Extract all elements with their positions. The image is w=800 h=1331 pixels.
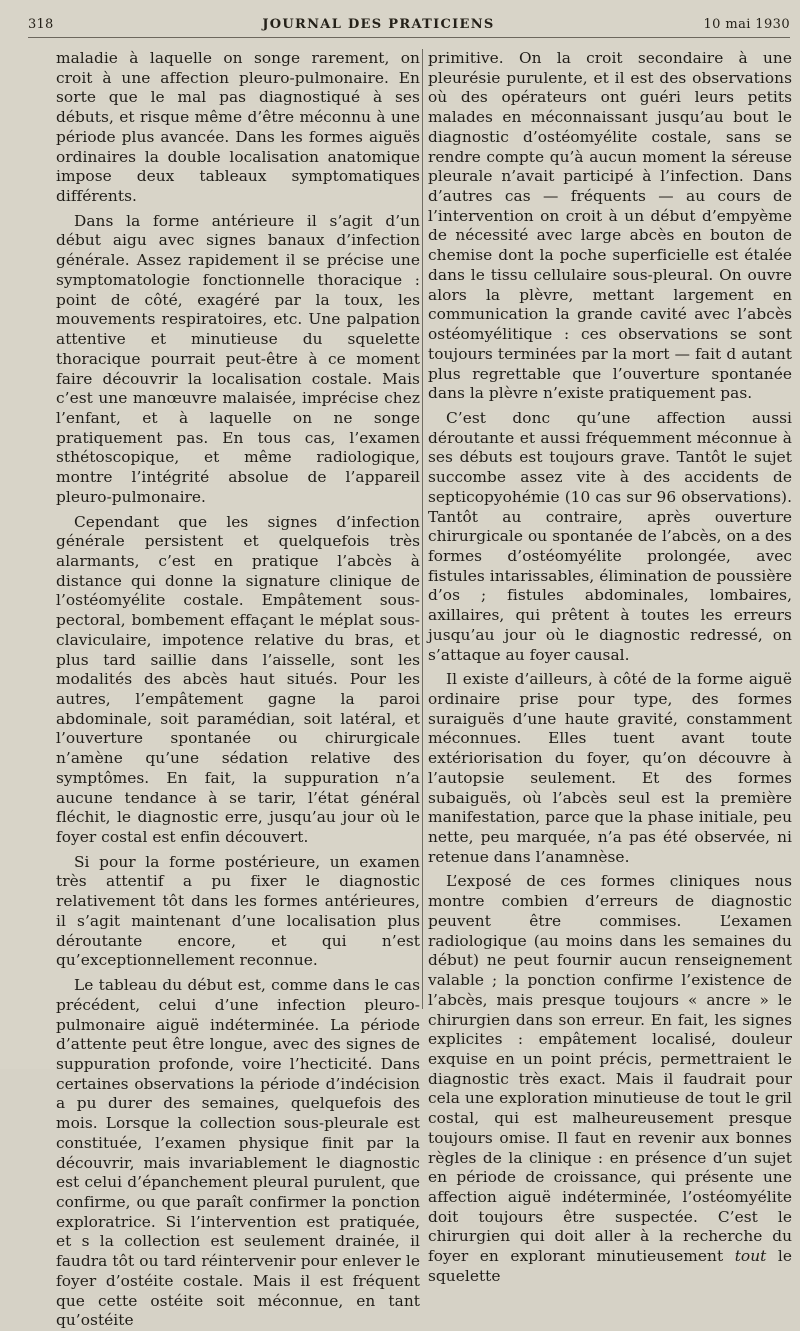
paragraph-left-4: Si pour la forme postérieure, un examen très attentif a pu fixer le diagnostic relativement tôt dans les formes antérieures, il s’agit maintenant d’une localisation plus déroutante encore, et qui n’est qu’exceptionnellement reconnue.: [56, 852, 420, 970]
paragraph-left-3: Cependant que les signes d’infection générale persistent et quelquefois très alarmants, c’est en pratique l’abcès à distance qui donne la signature clinique de l’ostéomyélite costale. Empâtement sous-pectoral, bombement effaçant le méplat sous-claviculaire, impotence relative du bras, et plus tard saillie dans l’aisselle, sont les modalités des abcès haut situés. Pour les autres, l’empâtement gagne la paroi abdominale, soit paramédian, soit latéral, et l’ouverture spontanée ou chirurgicale n’amène qu’une sédation relative des symptômes. En fait, la suppuration n’a aucune tendance à se tarir, l’état général fléchit, le diagnostic erre, jusqu’au jour où le foyer costal est enfin découvert.: [56, 512, 420, 847]
page-number: 318: [28, 17, 54, 32]
paragraph-left-1: maladie à laquelle on songe rarement, on croit à une affection pleuro-pulmonaire. En sorte que le mal pas diagnostiqué à ses débuts, et risque même d’être méconnu à une période plus avancée. Dans les formes aiguës ordinaires la double localisation anatomique impose deux tableaux symptomatiques différents.: [56, 49, 420, 206]
paragraph-left-2: Dans la forme antérieure il s’agit d’un début aigu avec signes banaux d’infection générale. Assez rapidement il se précise une symptomatologie fonctionnelle thoracique : point de côté, exagéré par la toux, les mouvements respiratoires, etc. Une palpation attentive et minutieuse du squelette thoracique pourrait peut-être à ce moment faire découvrir la localisation costale. Mais c’est une manœuvre malaisée, imprécise chez l’enfant, et à laquelle on ne songe pratiquement pas. En tous cas, l’examen sthétoscopique, et même radiologique, montre l’intégrité absolue de l’appareil pleuro-pulmonaire.: [56, 211, 420, 506]
paragraph-right-3: Il existe d’ailleurs, à côté de la forme aiguë ordinaire prise pour type, des formes suraiguës d’une haute gravité, constamment méconnues. Elles tuent avant toute extériorisation du foyer, qu’on découvre à l’autopsie seulement. Et des formes subaiguës, où l’abcès seul est la première manifestation, parce que la phase initiale, peu nette, peu marquée, n’a pas été observée, ni retenue dans l’anamnèse.: [428, 670, 792, 866]
left-column: [56, 49, 420, 1330]
italic-word-tout: tout: [734, 1247, 767, 1266]
paragraph-right-4-ending: le squelette: [428, 1247, 792, 1285]
paragraph-right-1: primitive. On la croit secondaire à une pleurésie purulente, et il est des observations où des opérateurs ont guéri leurs petits malades en méconnaissant jusqu’au bout le diagnostic d’ostéomyélite costale, sans se rendre compte qu’à aucun moment la séreuse pleurale n’avait participé à l’infection. Dans d’autres cas — fréquents — au cours de l’intervention on croit à un début d’empyème de nécessité avec large abcès en bouton de chemise dont la poche superficielle est étalée dans le tissu cellulaire sous-pleural. On ouvre alors la plèvre, mettant largement en communication la grande cavité avec l’abcès ostéomyélitique : ces observations se sont toujours terminées par la mort — fait d autant plus regrettable que l’ouverture spontanée dans la plèvre n’existe pratiquement pas.: [428, 49, 792, 403]
right-column: [428, 49, 792, 1285]
column-divider: [422, 49, 423, 1009]
issue-date: 10 mai 1930: [703, 17, 790, 32]
paragraph-right-4: [428, 872, 792, 1286]
paragraph-left-5: Le tableau du début est, comme dans le cas précédent, celui d’une infection pleuro-pulmonaire aiguë indéterminée. La période d’attente peut être longue, avec des signes de suppuration profonde, voire l’hecticité. Dans certaines observations la période d’indécision a pu durer des semaines, quelquefois des mois. Lorsque la collection sous-pleurale est constituée, l’examen physique finit par la découvrir, mais invariablement le diagnostic est celui d’épanchement pleural purulent, que confirme, ou que paraît confirmer la ponction exploratrice. Si l’intervention est pratiquée, et s la collection est seulement drainée, il faudra tôt ou tard réintervenir pour enlever le foyer d’ostéite costale. Mais il est fréquent que cette ostéite soit méconnue, en tant qu’ostéite: [56, 976, 420, 1330]
paragraph-right-4-main-text: L’exposé de ces formes cliniques nous montre combien d’erreurs de diagnostic peuvent être commises. L’examen radiologique (au moins dans les semaines du début) ne peut fournir aucun renseignement valable ; la ponction confirme l’existence de l’abcès, mais presque toujours « ancre » le chirurgien dans son erreur. En fait, les signes explicites : empâtement localisé, douleur exquise en un point précis, permettraient le diagnostic très exact. Mais il faudrait pour cela une exploration minutieuse de tout le gril costal, qui est malheureusement presque toujours omise. Il faut en revenir aux bonnes règles de la clinique : en présence d’un sujet en période de croissance, qui présente une affection aiguë indéterminée, l’ostéomyélite doit toujours être suspectée. C’est le chirurgien qui doit aller à la recherche du foyer en explorant minutieusement: [428, 872, 792, 1266]
paragraph-right-2: C’est donc qu’une affection aussi déroutante et aussi fréquemment méconnue à ses débuts est toujours grave. Tantôt le sujet succombe assez vite à des accidents de septicopyohémie (10 cas sur 96 observations). Tantôt au contraire, après ouverture chirurgicale ou spontanée de l’abcès, on a des formes d’ostéomyélite prolongée, avec fistules intarissables, élimination de poussière d’os ; fistules abdominales, lombaires, axillaires, qui prêtent à toutes les erreurs jusqu’au jour où le diagnostic redressé, on s’attaque au foyer causal.: [428, 408, 792, 664]
journal-title: JOURNAL DES PRATICIENS: [262, 17, 495, 32]
running-header: [28, 14, 790, 38]
